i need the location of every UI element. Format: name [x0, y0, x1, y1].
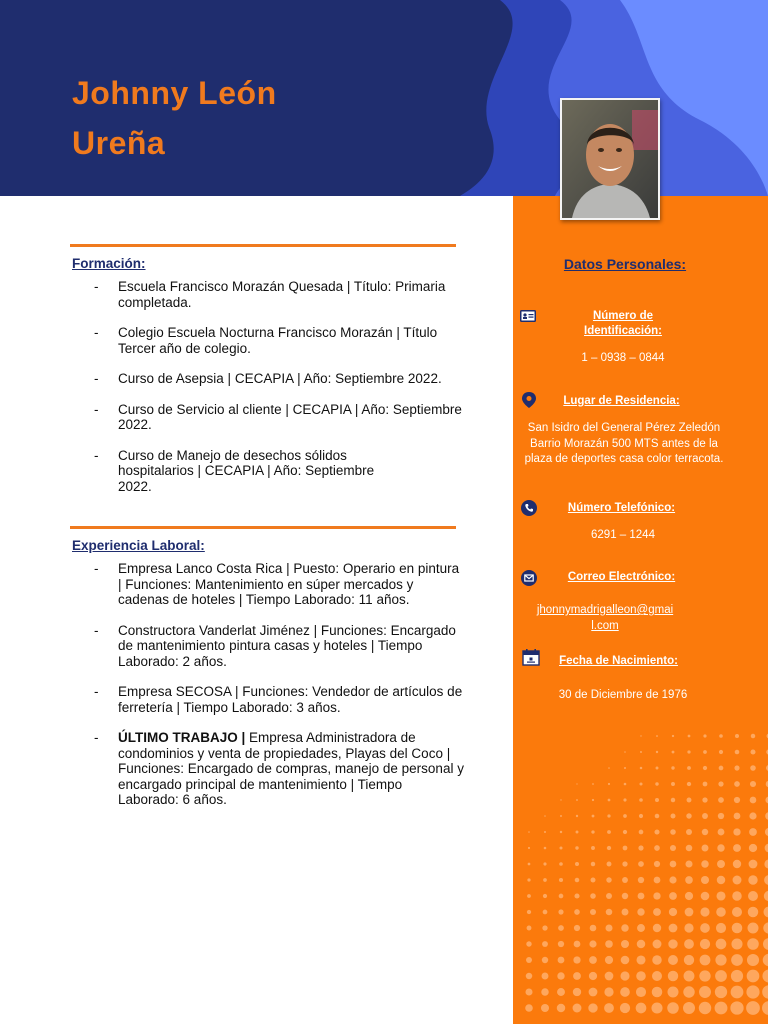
personal-data-sidebar — [513, 196, 768, 1024]
education-list — [94, 279, 464, 509]
candidate-name — [72, 68, 277, 168]
list-item: - Empresa SECOSA | Funciones: Vendedor de artículos de ferretería | Tiempo Laborado: 3 años. — [94, 684, 463, 715]
list-item: - Escuela Francisco Morazán Quesada | Título: Primaria completada. — [94, 279, 446, 310]
birth-value: 30 de Diciembre de 1976 — [558, 689, 688, 701]
experience-heading: Experiencia Laboral: — [72, 538, 205, 553]
birth-label: Fecha de Nacimiento: — [559, 655, 678, 667]
list-item: - Constructora Vanderlat Jiménez | Funciones: Encargado de mantenimiento pintura casas y hoteles | Tiempo Laborado: 2 años. — [94, 622, 456, 669]
list-item: - Colegio Escuela Nocturna Francisco Morazán | Título Tercer año de colegio. — [94, 325, 438, 356]
experience-list — [94, 561, 464, 823]
name-line-1: Johnny León — [72, 75, 277, 111]
id-value: 1 – 0938 – 0844 — [581, 352, 665, 364]
phone-label: Número Telefónico: — [567, 502, 676, 514]
profile-photo — [560, 98, 660, 220]
list-item: - Empresa Lanco Costa Rica | Puesto: Operario en pintura | Funciones: Mantenimiento en súper mercados y cadenas de hoteles | Tiempo Laborado: 11 años. — [94, 561, 460, 607]
education-heading: Formación: — [72, 256, 146, 271]
residence-value: San Isidro del General Pérez Zeledón Barrio Morazán 500 MTS antes de la plaza de deportes casa color terracota. — [524, 422, 724, 465]
name-line-2: Ureña — [72, 125, 166, 161]
calendar-icon — [522, 648, 540, 666]
id-label: Número de Identificación: — [584, 310, 662, 337]
list-item: - ÚLTIMO TRABAJO | Empresa Administradora de condominios y venta de propiedades, Playas del Coco | Funciones: Encargado de compras, manejo de personal y encargado principal de mantenimiento | Tiempo Laborado: 6 años. — [94, 730, 464, 807]
list-item: - Curso de Manejo de desechos sólidos hospitalarios | CECAPIA | Año: Septiembre 2022. — [94, 447, 375, 494]
id-card-icon — [520, 308, 536, 324]
list-item: - Curso de Servicio al cliente | CECAPIA | Año: Septiembre 2022. — [94, 401, 462, 432]
mail-icon — [521, 570, 537, 586]
residence-label: Lugar de Residencia: — [563, 395, 680, 407]
email-label: Correo Electrónico: — [567, 571, 676, 583]
list-item: - Curso de Asepsia | CECAPIA | Año: Septiembre 2022. — [94, 371, 442, 386]
phone-value: 6291 – 1244 — [591, 529, 655, 541]
personal-data-heading: Datos Personales: — [563, 256, 687, 272]
experience-divider — [70, 526, 456, 529]
phone-icon — [521, 500, 537, 516]
email-link[interactable]: jhonnymadrigalleon@gmail.com — [536, 604, 674, 632]
education-divider — [70, 244, 456, 247]
location-pin-icon — [521, 392, 537, 408]
